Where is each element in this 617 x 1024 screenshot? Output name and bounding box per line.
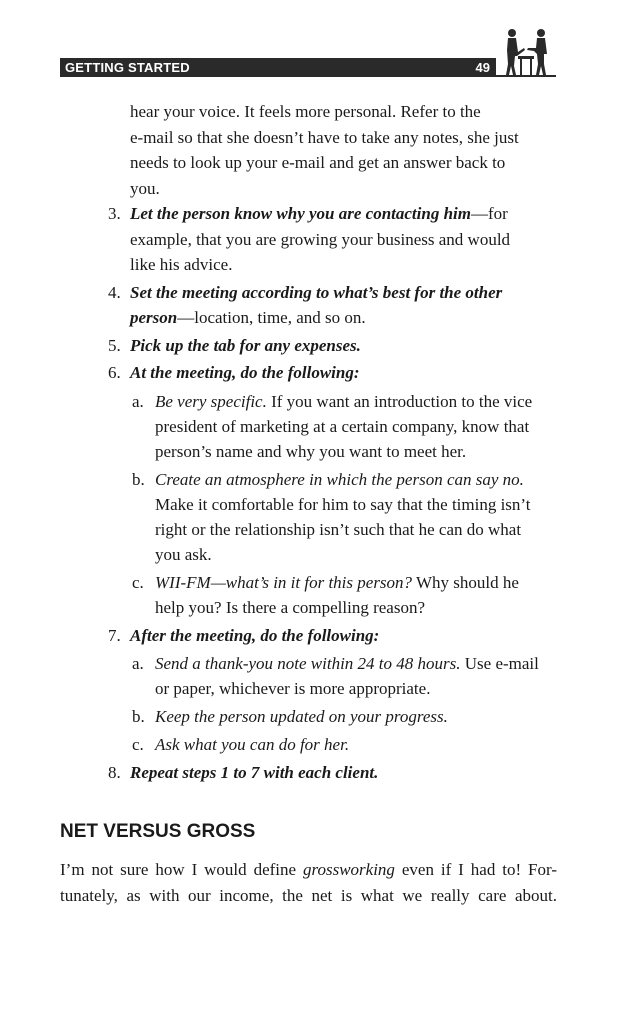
body-paragraph: I’m not sure how I would define grossworking even if I had to! For- tunately, as with our income, the net is what we really care about. bbox=[60, 860, 557, 905]
handshake-icon bbox=[496, 26, 556, 78]
running-header bbox=[60, 58, 496, 77]
chapter-title: GETTING STARTED bbox=[65, 60, 190, 75]
section-heading: NET VERSUS GROSS bbox=[60, 821, 256, 842]
intro-paragraph: hear your voice. It feels more personal. Refer to the e-mail so that she doesn’t have to take any notes, she just needs to look up your e-mail and get an answer back to you. bbox=[130, 102, 519, 198]
page-number: 49 bbox=[475, 60, 490, 75]
